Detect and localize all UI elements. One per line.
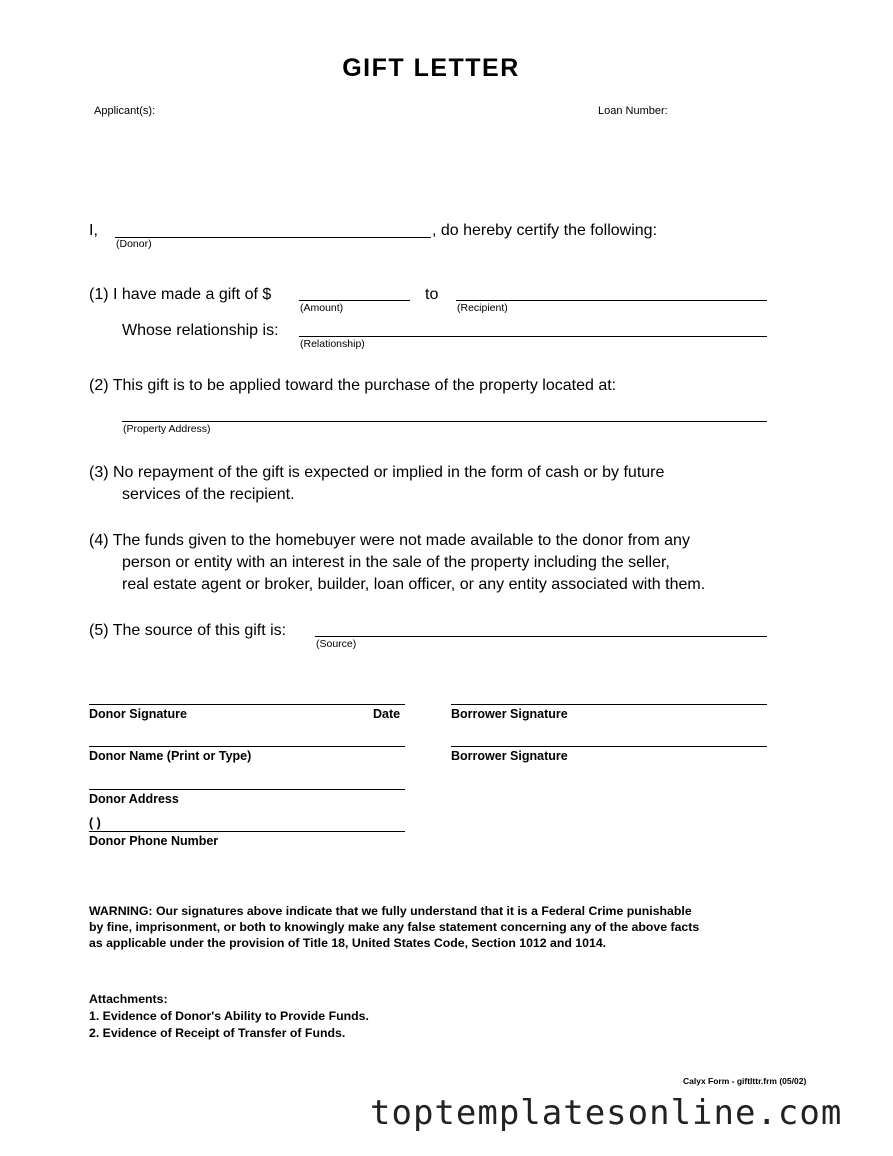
date-label: Date (373, 707, 401, 721)
borrower-signature-label-2: Borrower Signature (451, 749, 568, 763)
donor-signature-label: Donor Signature (89, 707, 187, 721)
borrower-signature-line-1[interactable] (451, 704, 767, 705)
amount-caption: (Amount) (300, 302, 344, 314)
source-caption: (Source) (316, 638, 357, 650)
item1-to: to (425, 286, 439, 303)
donor-field-line[interactable] (115, 237, 431, 238)
item4-line1: (4) The funds given to the homebuyer were not made available to the donor from any (89, 532, 690, 549)
property-address-field-line[interactable] (122, 421, 767, 422)
borrower-signature-line-2[interactable] (451, 746, 767, 747)
recipient-caption: (Recipient) (457, 302, 508, 314)
attachment-item: 1. Evidence of Donor's Ability to Provide Funds. (89, 1009, 369, 1023)
warning-line1: WARNING: Our signatures above indicate that we fully understand that it is a Federal Crime punishable (89, 904, 692, 918)
warning-line3: as applicable under the provision of Title 18, United States Code, Section 1012 and 1014. (89, 936, 607, 950)
item4-line3: real estate agent or broker, builder, loan officer, or any entity associated with them. (122, 576, 706, 593)
donor-address-label: Donor Address (89, 792, 179, 806)
certify-prefix: I, (89, 222, 98, 239)
amount-field-line[interactable] (299, 300, 410, 301)
donor-phone-label: Donor Phone Number (89, 834, 219, 848)
applicants-label: Applicant(s): (94, 105, 156, 117)
relationship-field-line[interactable] (299, 336, 767, 337)
attachments-heading: Attachments: (89, 992, 168, 1006)
item1-text: (1) I have made a gift of $ (89, 286, 272, 303)
relationship-text: Whose relationship is: (122, 322, 279, 339)
attachment-item: 2. Evidence of Receipt of Transfer of Funds. (89, 1026, 346, 1040)
donor-signature-line[interactable] (89, 704, 405, 705)
property-address-caption: (Property Address) (123, 423, 211, 435)
page-title: GIFT LETTER (342, 54, 520, 82)
watermark: toptemplatesonline.com (370, 1093, 843, 1133)
recipient-field-line[interactable] (456, 300, 767, 301)
donor-name-line[interactable] (89, 746, 405, 747)
borrower-signature-label-1: Borrower Signature (451, 707, 568, 721)
item3-line2: services of the recipient. (122, 486, 295, 503)
relationship-caption: (Relationship) (300, 338, 365, 350)
certify-suffix: , do hereby certify the following: (432, 222, 658, 239)
phone-area-code: ( ) (89, 816, 101, 830)
loan-number-label: Loan Number: (598, 105, 668, 117)
item2-text: (2) This gift is to be applied toward the purchase of the property located at: (89, 377, 617, 394)
item4-line2: person or entity with an interest in the sale of the property including the seller, (122, 554, 670, 571)
source-field-line[interactable] (315, 636, 767, 637)
warning-line2: by fine, imprisonment, or both to knowingly make any false statement concerning any of the above facts (89, 920, 700, 934)
item5-text: (5) The source of this gift is: (89, 622, 287, 639)
donor-name-label: Donor Name (Print or Type) (89, 749, 252, 763)
item3-line1: (3) No repayment of the gift is expected or implied in the form of cash or by future (89, 464, 665, 481)
donor-phone-line[interactable] (89, 831, 405, 832)
form-id: Calyx Form - giftlttr.frm (05/02) (683, 1076, 807, 1086)
donor-address-line[interactable] (89, 789, 405, 790)
donor-caption: (Donor) (116, 238, 152, 250)
